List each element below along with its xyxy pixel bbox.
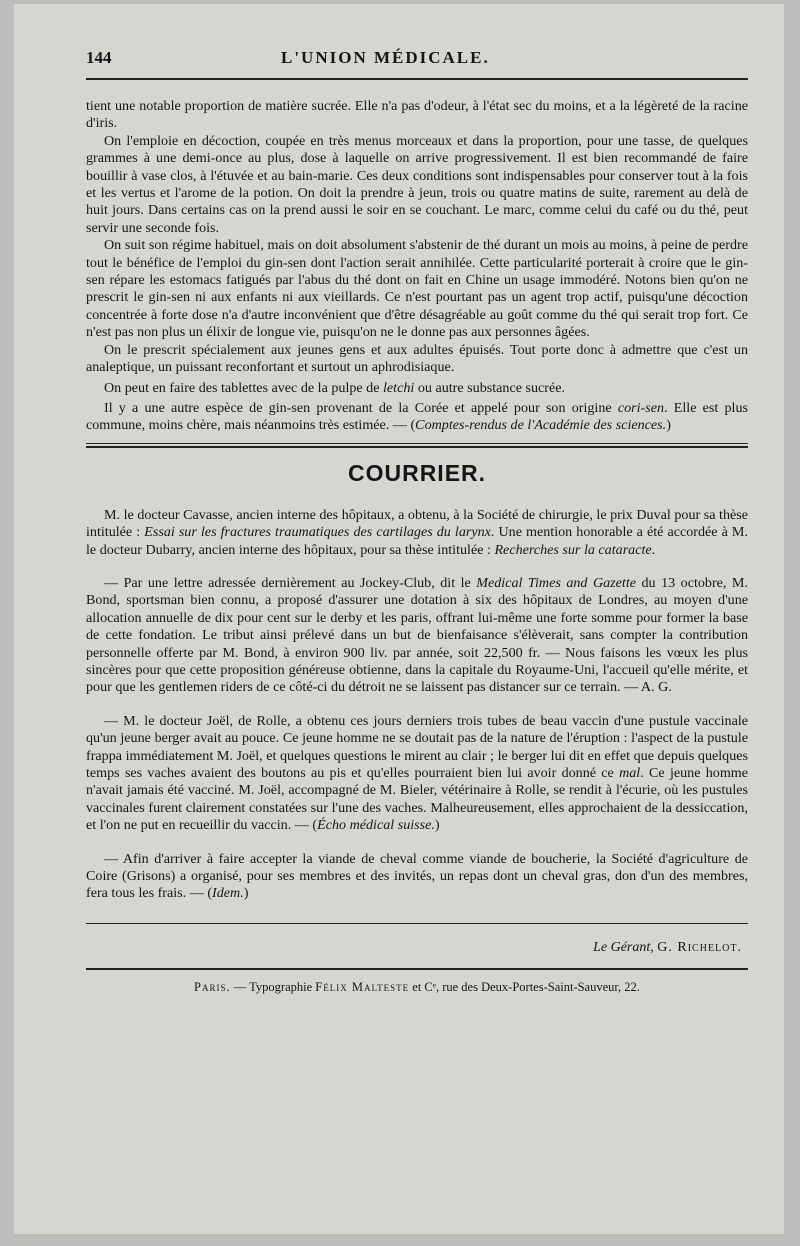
- source-citation: Comptes-rendus de l'Académie des sciences.: [415, 417, 667, 434]
- section-title-courrier: COURRIER.: [347, 459, 487, 486]
- thesis-title-1: Essai sur les fractures traumatiques des cartilages du larynx: [144, 524, 491, 541]
- journal-name: Medical Times and Gazette: [476, 574, 636, 591]
- article-paragraph-3: On suit son régime habituel, mais on doit absolument s'abstenir de thé durant un mois au moins, à peine de perdre tout le bénéfice de l'emploi du gin-sen dont l'action serait annihilée. Cette particularité porterait à croire que le gin-sen répare les estomacs fatigués par l'abus du thé dont on fait en Chine un usage immodéré. Notons bien qu'on ne prescrit le gin-sen ni aux enfants ni aux vieillards. Ce n'est pourtant pas un agent trop actif, puisqu'une décoction concentrée à forte dose n'a d'autre inconvénient que d'être désagréable au goût comme du thé qui serait trop fort. Ce n'est pas non plus un élixir de longue vie, puisqu'on ne le donne pas aux personnes âgées.: [86, 237, 748, 341]
- gerant-label: Le Gérant,: [593, 939, 654, 955]
- article-paragraph-5: On peut en faire des tablettes avec de la pulpe de letchi ou autre substance sucrée.: [104, 379, 565, 396]
- article-paragraph-2: On l'emploie en décoction, coupée en très menus morceaux et dans la proportion, pour une tasse, de quelques grammes à une demi-once au plus, dose à laquelle on arrive progressivement. Il est bien recommandé de faire bouillir à vase clos, à l'étuvée et au bain-marie. Ces deux conditions sont indispensables pour conserver tout à la fois et les vertus et l'arome de la potion. On doit la prendre à jeun, trois ou quatre matins de suite, rarement au delà de huit jours. Dans certains cas on la prend aussi le soir en se couchant. Le marc, comme celui du café ou du thé, peut servir une seconde fois.: [86, 132, 748, 236]
- gerant-name: G. Richelot.: [657, 939, 742, 955]
- page-header: [86, 48, 748, 76]
- imprint-city: Paris.: [194, 979, 231, 994]
- courrier-item-3: — M. le docteur Joël, de Rolle, a obtenu ces jours derniers trois tubes de beau vaccin d'une pustule vaccinale qu'un jeune berger avait au pouce. Ce jeune homme ne se doutait pas de la nature de l'éruption : l'aspect de la pustule frappa immédiatement M. Joël, et quelques questions le mirent au clair ; le berger lui dit en effet que depuis quelques temps ses vaches avaient des boutons au pis et qu'elles pourraient bien lui avoir donné ce mal. Ce jeune homme n'avait jamais été vacciné. M. Joël, accompagné de M. Bieler, vétérinaire à Rolle, se rendit à l'écurie, où les pustules vaccinales furent clairement constatées sur l'une des vaches. Malheureusement, elles approchaient de la dessiccation, et l'on ne put en recueillir du vaccin. — (Écho médical suisse.): [86, 712, 749, 834]
- emphasis-mal: mal: [619, 765, 641, 781]
- page-number: 144: [86, 48, 112, 67]
- imprint-rule: [86, 968, 748, 970]
- article-paragraph-4: On le prescrit spécialement aux jeunes gens et aux adultes épuisés. Tout porte donc à admettre que c'est un analeptique, un puissant reconfortant et surtout un aphrodisiaque.: [86, 341, 748, 376]
- source-idem: Idem.: [212, 885, 244, 902]
- source-echo-medical: Écho médical suisse.: [317, 817, 435, 834]
- footer-rule: [86, 923, 748, 924]
- emphasis-cori-sen: cori-sen: [617, 399, 665, 416]
- courrier-item-2: — Par une lettre adressée dernièrement au Jockey-Club, dit le Medical Times and Gazette du 13 octobre, M. Bond, sportsman bien connu, a proposé d'assurer une dotation à six des hôpitaux de Londres, au moyen d'une allocation annuelle de dix pour cent sur le derby et les paris, offrant lui-même une forte somme pour former la base de cette fondation. Le tribut ainsi prélevé dans un but de bienfaisance s'élèverait, sans compter la contribution personnelle offerte par M. Bond, à environ 900 liv. par année, soit 22,500 fr. — Nous faisons les vœux les plus sincères pour que cette proposition généreuse obtienne, dans la capitale du Royaume-Uni, l'accueil qu'elle mérite, et pour que les gentlemen riders de ce côté-ci du détroit ne se laissent pas distancer sur ce terrain. — A. G.: [86, 574, 748, 696]
- running-title: L'UNION MÉDICALE.: [281, 48, 490, 67]
- courrier-item-4: — Afin d'arriver à faire accepter la viande de cheval comme viande de boucherie, la Société d'agriculture de Coire (Grisons) a organisé, pour ses membres et des invités, un repas dont un cheval gras, don d'un des membres, fera tous les frais. — (Idem.): [86, 850, 748, 902]
- printer-imprint: Paris. — Typographie Félix Malteste et Cᵉ, rue des Deux-Portes-Saint-Sauveur, 22.: [194, 979, 640, 994]
- section-rule-bottom: [86, 446, 748, 448]
- journal-page: [14, 4, 784, 1234]
- section-rule-top: [86, 443, 748, 444]
- courrier-section: [86, 507, 748, 903]
- courrier-item-1: M. le docteur Cavasse, ancien interne des hôpitaux, a obtenu, à la Société de chirurgie, le prix Duval pour sa thèse intitulée : Essai sur les fractures traumatiques des cartilages du larynx. Une mention honorable a été accordée à M. le docteur Dubarry, ancien interne des hôpitaux, pour sa thèse intitulée : Recherches sur la cataracte.: [86, 506, 748, 558]
- header-rule: [86, 78, 748, 80]
- thesis-title-2: Recherches sur la cataracte: [494, 541, 652, 558]
- emphasis-letchi: letchi: [383, 379, 415, 396]
- article-paragraph-6: Il y a une autre espèce de gin-sen provenant de la Corée et appelé pour son origine cori-sen. Elle est plus commune, moins chère, mais néanmoins très estimée. — (Comptes-rendus de l'Académie des sciences.): [86, 399, 748, 434]
- article-body: [86, 98, 748, 435]
- article-paragraph-1: tient une notable proportion de matière sucrée. Elle n'a pas d'odeur, à l'état sec du moins, et a la légèreté de la racine d'iris.: [86, 98, 748, 132]
- printer-firm: Félix Malteste: [315, 979, 410, 994]
- gerant-signature: [86, 940, 748, 956]
